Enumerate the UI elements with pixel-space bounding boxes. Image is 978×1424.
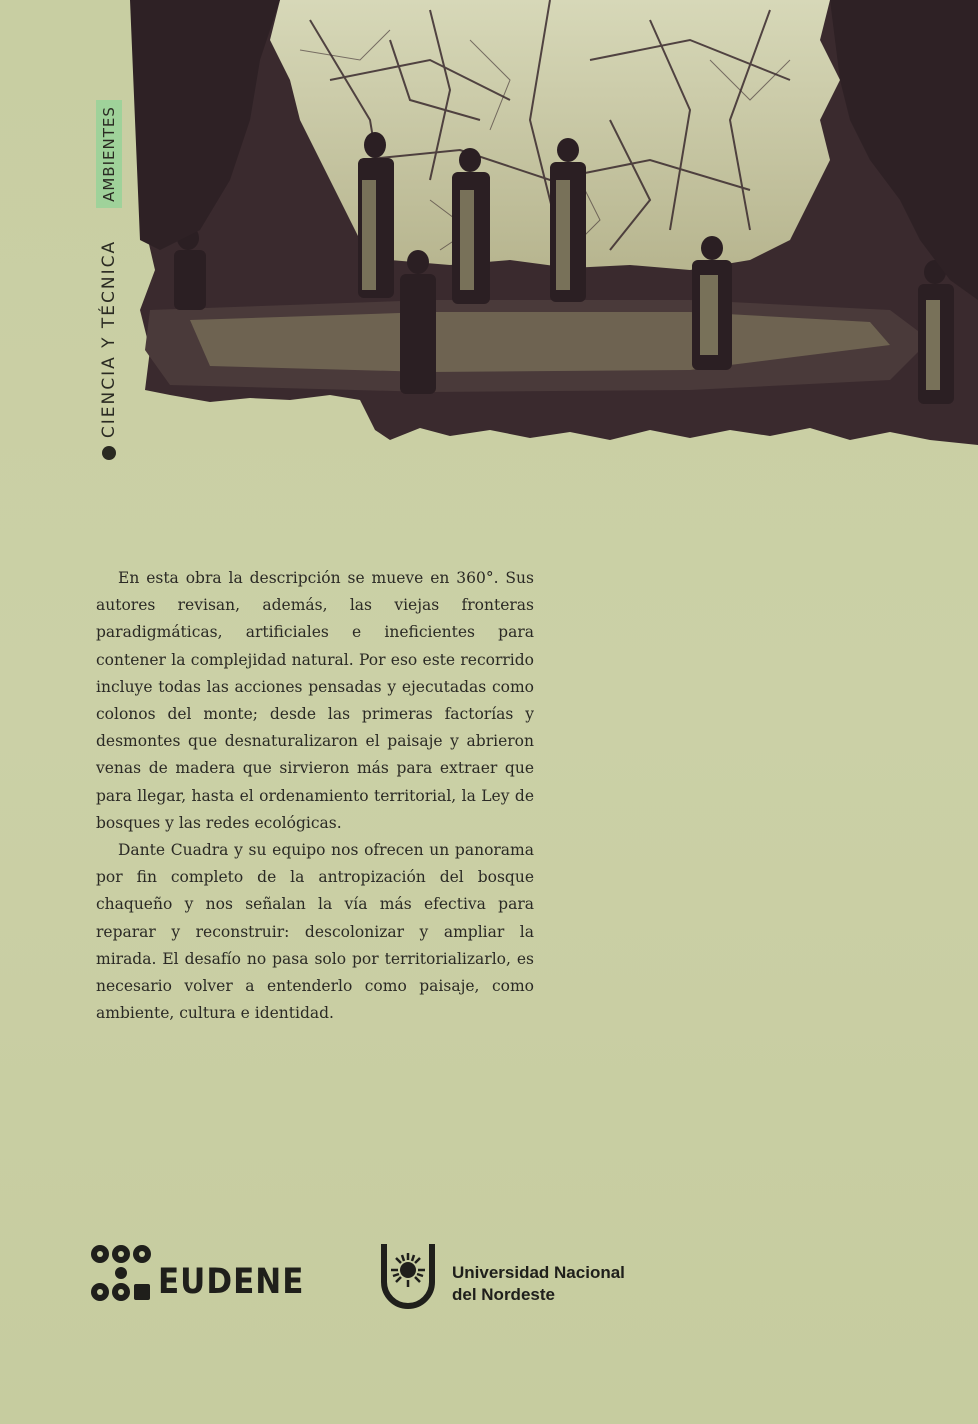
bullet-dot-icon [102,446,116,460]
eudene-logo [90,1242,305,1304]
blurb-paragraph-1: En esta obra la descripción se mueve en 360°. Sus autores revisan, además, las viejas fronteras paradigmáticas, artificiales e ineficientes para contener la complejidad natural. Por eso este recorrido incluye todas las acciones pensadas y ejecutadas como colonos del monte; desde las primeras factorías y desmontes que desnaturalizaron el paisaje y abrieron venas de madera que sirvieron más para extraer que para llegar, hasta el ordenamiento territorial, la Ley de bosques y las redes ecológicas. [96,569,534,832]
unne-name-line-2: del Nordeste [452,1285,555,1304]
unne-logo [378,1242,648,1312]
unne-name-line-1: Universidad Nacional [452,1263,625,1282]
series-label [96,100,122,460]
historical-photo [130,0,978,450]
blurb-paragraph-2: Dante Cuadra y su equipo nos ofrecen un panorama por fin completo de la antropización del bosque chaqueño y nos señalan la vía más efectiva para reparar y reconstruir: descolonizar y ampliar la mirada. El desafío no pasa solo por territorializarlo, es necesario volver a entenderlo como paisaje, como ambiente, cultura e identidad. [96,841,534,1023]
unne-name [452,1262,652,1306]
eudene-wordmark: EUDENE [158,1261,305,1303]
forest-photo-illustration [130,0,978,450]
collection-label [96,228,122,460]
back-cover-blurb [96,565,534,1027]
collection-text: CIENCIA Y TÉCNICA [99,240,119,439]
series-tag-text: AMBIENTES [100,106,118,202]
eudene-mark-icon [90,1242,152,1304]
unne-sun-icon [378,1242,438,1312]
series-tag [96,100,122,208]
